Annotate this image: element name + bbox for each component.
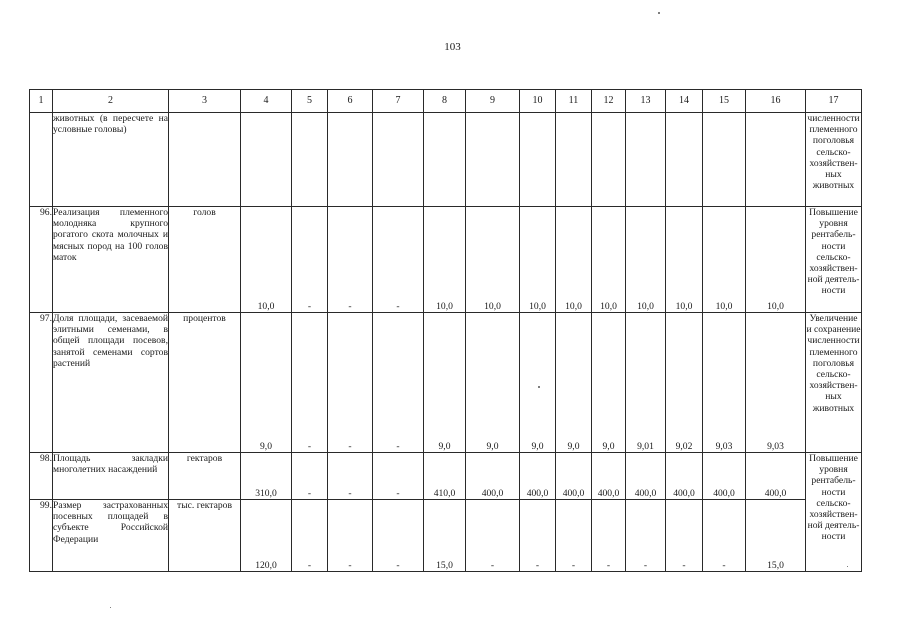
value-cell: 410,0 bbox=[424, 453, 466, 500]
unit: голов bbox=[169, 207, 241, 313]
indicator-name: Доля площади, засеваемой элитными семенами, в общей площади посевов, занятой семенами сортов растений bbox=[53, 313, 169, 453]
value-cell: - bbox=[292, 313, 328, 453]
value-cell: - bbox=[703, 500, 746, 572]
value-cell: 10,0 bbox=[520, 207, 556, 313]
value-cell: 9,01 bbox=[626, 313, 666, 453]
value-cell bbox=[373, 113, 424, 207]
value-cell: - bbox=[292, 500, 328, 572]
value-cell: 10,0 bbox=[466, 207, 520, 313]
header-cell: 2 bbox=[53, 90, 169, 113]
header-cell: 3 bbox=[169, 90, 241, 113]
value-cell: 10,0 bbox=[592, 207, 626, 313]
value-cell: 400,0 bbox=[666, 453, 703, 500]
unit: процентов bbox=[169, 313, 241, 453]
value-cell: 9,03 bbox=[746, 313, 806, 453]
header-cell: 16 bbox=[746, 90, 806, 113]
header-cell: 10 bbox=[520, 90, 556, 113]
value-cell: 400,0 bbox=[626, 453, 666, 500]
value-cell: 9,02 bbox=[666, 313, 703, 453]
value-cell: 400,0 bbox=[592, 453, 626, 500]
value-cell bbox=[241, 113, 292, 207]
indicator-name: Площадь закладки многолетних насаждений bbox=[53, 453, 169, 500]
value-cell: 10,0 bbox=[424, 207, 466, 313]
value-cell: 9,0 bbox=[556, 313, 592, 453]
header-cell: 14 bbox=[666, 90, 703, 113]
page-number: 103 bbox=[444, 41, 461, 53]
header-cell: 13 bbox=[626, 90, 666, 113]
value-cell: 9,0 bbox=[241, 313, 292, 453]
row-number: 99. bbox=[30, 500, 53, 572]
value-cell bbox=[328, 113, 373, 207]
value-cell: 400,0 bbox=[556, 453, 592, 500]
header-cell: 4 bbox=[241, 90, 292, 113]
header-cell: 17 bbox=[806, 90, 862, 113]
value-cell bbox=[592, 113, 626, 207]
value-cell: 15,0 bbox=[424, 500, 466, 572]
value-cell bbox=[466, 113, 520, 207]
value-cell: 400,0 bbox=[466, 453, 520, 500]
expected-result: Повышение уровня рентабель-ности сельско-хозяйствен-ной деятель-ности bbox=[806, 207, 862, 313]
value-cell: - bbox=[373, 207, 424, 313]
value-cell bbox=[666, 113, 703, 207]
value-cell: 9,0 bbox=[424, 313, 466, 453]
header-cell: 9 bbox=[466, 90, 520, 113]
value-cell: 10,0 bbox=[746, 207, 806, 313]
expected-result: Повышение уровня рентабель-ности сельско-хозяйствен-ной деятель-ности bbox=[806, 453, 862, 572]
value-cell bbox=[424, 113, 466, 207]
indicator-name: Размер застрахованных посевных площадей в субъекте Российской Федерации bbox=[53, 500, 169, 572]
value-cell: - bbox=[556, 500, 592, 572]
row-number: 96. bbox=[30, 207, 53, 313]
value-cell: - bbox=[592, 500, 626, 572]
value-cell: - bbox=[373, 500, 424, 572]
header-cell: 6 bbox=[328, 90, 373, 113]
indicator-name: Реализация племенного молодняка крупного рогатого скота молочных и мясных пород на 100 голов маток bbox=[53, 207, 169, 313]
table-row bbox=[30, 453, 862, 500]
scan-speck bbox=[110, 607, 111, 608]
value-cell: 9,03 bbox=[703, 313, 746, 453]
value-cell: 400,0 bbox=[520, 453, 556, 500]
row-number: 98. bbox=[30, 453, 53, 500]
unit bbox=[169, 113, 241, 207]
value-cell: - bbox=[328, 500, 373, 572]
header-cell: 8 bbox=[424, 90, 466, 113]
value-cell bbox=[292, 113, 328, 207]
row-number: 97. bbox=[30, 313, 53, 453]
value-cell: - bbox=[373, 313, 424, 453]
value-cell: 9,0 bbox=[592, 313, 626, 453]
expected-result: численности племенного поголовья сельско-хозяйствен-ных животных bbox=[806, 113, 862, 207]
value-cell: - bbox=[328, 453, 373, 500]
value-cell: - bbox=[292, 207, 328, 313]
value-cell: - bbox=[626, 500, 666, 572]
value-cell bbox=[556, 113, 592, 207]
unit: тыс. гектаров bbox=[169, 500, 241, 572]
indicator-name: животных (в пересчете на условные головы) bbox=[53, 113, 169, 207]
scan-speck bbox=[658, 12, 660, 14]
value-cell: 10,0 bbox=[703, 207, 746, 313]
value-cell: - bbox=[328, 313, 373, 453]
value-cell: 9,0 bbox=[466, 313, 520, 453]
expected-result: Увеличение и сохранение численности племенного поголовья сельско-хозяйствен-ных животных bbox=[806, 313, 862, 453]
value-cell: - bbox=[666, 500, 703, 572]
value-cell bbox=[520, 113, 556, 207]
value-cell: - bbox=[520, 500, 556, 572]
scan-speck bbox=[538, 386, 540, 388]
table-row bbox=[30, 207, 862, 313]
value-cell: 10,0 bbox=[666, 207, 703, 313]
header-cell: 11 bbox=[556, 90, 592, 113]
value-cell: 10,0 bbox=[626, 207, 666, 313]
value-cell bbox=[626, 113, 666, 207]
value-cell bbox=[746, 113, 806, 207]
value-cell: - bbox=[328, 207, 373, 313]
header-cell: 15 bbox=[703, 90, 746, 113]
header-cell: 12 bbox=[592, 90, 626, 113]
value-cell: - bbox=[373, 453, 424, 500]
value-cell: 9,0 bbox=[520, 313, 556, 453]
header-cell: 5 bbox=[292, 90, 328, 113]
value-cell: 310,0 bbox=[241, 453, 292, 500]
table-row bbox=[30, 313, 862, 453]
header-row bbox=[30, 90, 862, 113]
table-row bbox=[30, 500, 862, 572]
header-cell: 1 bbox=[30, 90, 53, 113]
value-cell: - bbox=[292, 453, 328, 500]
value-cell: 400,0 bbox=[703, 453, 746, 500]
value-cell: 10,0 bbox=[556, 207, 592, 313]
header-cell: 7 bbox=[373, 90, 424, 113]
table-row bbox=[30, 113, 862, 207]
scan-speck bbox=[847, 566, 848, 567]
value-cell: - bbox=[466, 500, 520, 572]
value-cell: 120,0 bbox=[241, 500, 292, 572]
value-cell: 10,0 bbox=[241, 207, 292, 313]
value-cell bbox=[703, 113, 746, 207]
value-cell: 15,0 bbox=[746, 500, 806, 572]
row-number bbox=[30, 113, 53, 207]
unit: гектаров bbox=[169, 453, 241, 500]
value-cell: 400,0 bbox=[746, 453, 806, 500]
indicators-table bbox=[29, 89, 862, 572]
